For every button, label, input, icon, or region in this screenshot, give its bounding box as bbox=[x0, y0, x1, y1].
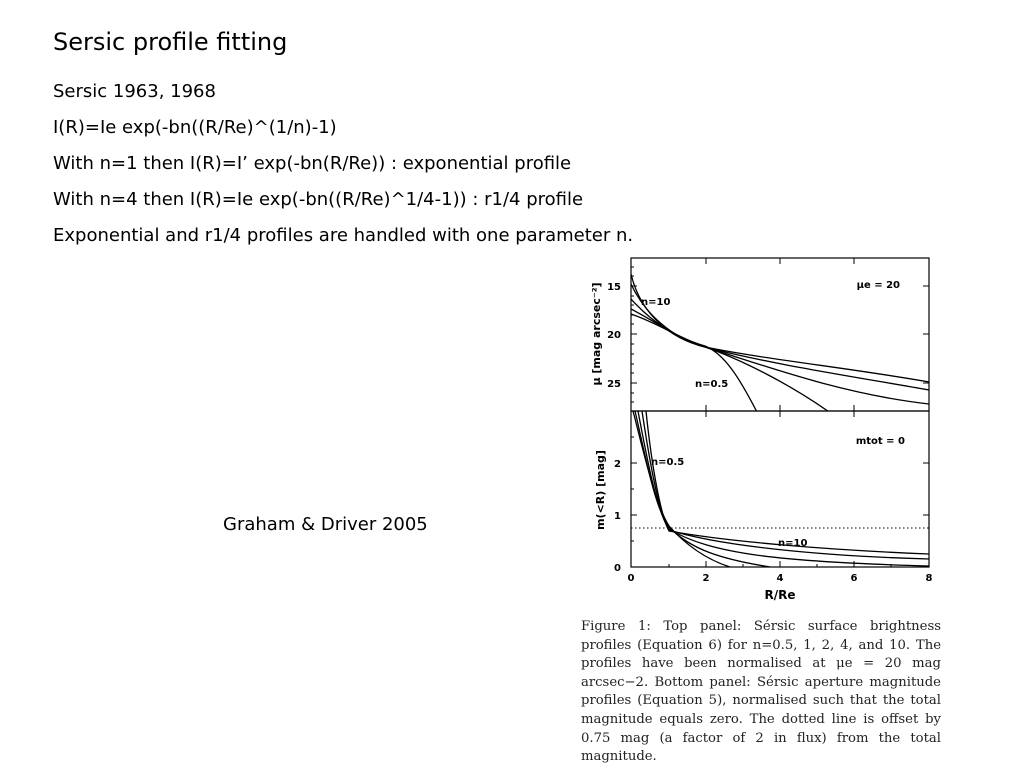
figure-credit: Graham & Driver 2005 bbox=[223, 514, 428, 535]
top-ylabel: μ [mag arcsec⁻²] bbox=[590, 282, 603, 386]
bottom-annotation: mtot = 0 bbox=[855, 436, 905, 447]
sersic-figure bbox=[580, 254, 960, 618]
bottom-ytick-label: 0 bbox=[614, 563, 621, 574]
xtick-label: 4 bbox=[776, 573, 784, 584]
bottom-label-n10: n=10 bbox=[778, 538, 808, 549]
xtick-label: 6 bbox=[850, 573, 858, 584]
bullet-item: With n=4 then I(R)=Ie exp(-bn((R/Re)^1/4-1)) : r1/4 profile bbox=[53, 189, 584, 210]
bullet-item: With n=1 then I(R)=I’ exp(-bn(R/Re)) : exponential profile bbox=[53, 153, 572, 174]
top-panel-curves bbox=[631, 274, 929, 414]
bottom-ytick-label: 1 bbox=[614, 511, 621, 522]
top-ytick-label: 20 bbox=[607, 330, 621, 341]
top-label-n10: n=10 bbox=[641, 297, 671, 308]
curve-n10 bbox=[646, 411, 929, 554]
top-ytick-label: 15 bbox=[607, 282, 621, 293]
bottom-ylabel: m(<R) [mag] bbox=[594, 450, 607, 530]
bullet-item: Exponential and r1/4 profiles are handled with one parameter n. bbox=[53, 225, 634, 246]
xlabel: R/Re bbox=[764, 588, 796, 602]
bullet-item: Sersic 1963, 1968 bbox=[53, 81, 216, 102]
slide-title: Sersic profile fitting bbox=[53, 28, 288, 56]
bottom-ytick-label: 2 bbox=[614, 459, 621, 470]
xtick-label: 2 bbox=[702, 573, 710, 584]
curve-n2 bbox=[631, 299, 929, 404]
top-ytick-label: 25 bbox=[607, 379, 621, 390]
figure-caption: Figure 1: Top panel: Sérsic surface brightness profiles (Equation 6) for n=0.5, 1, 2, 4, and 10. The profiles have been normalised at μe = 20 mag arcsec−2. Bottom panel: Sérsic aperture magnitude profiles (Equation 5), normalised such that the total magnitude equals zero. The dotted line is offset by 0.75 mag (a factor of 2 in flux) from the total magnitude. bbox=[581, 619, 941, 765]
xtick-label: 0 bbox=[627, 573, 635, 584]
top-annotation: μe = 20 bbox=[856, 280, 900, 291]
bullet-item: I(R)=Ie exp(-bn((R/Re)^(1/n)-1) bbox=[53, 117, 337, 138]
bottom-label-n05: n=0.5 bbox=[651, 457, 685, 468]
curve-n0.5 bbox=[633, 411, 730, 567]
xtick-label: 8 bbox=[925, 573, 933, 584]
top-label-n05: n=0.5 bbox=[695, 379, 729, 390]
bullet-list bbox=[53, 80, 633, 260]
curve-n0.5 bbox=[631, 314, 758, 414]
sersic-figure-svg bbox=[580, 254, 960, 614]
